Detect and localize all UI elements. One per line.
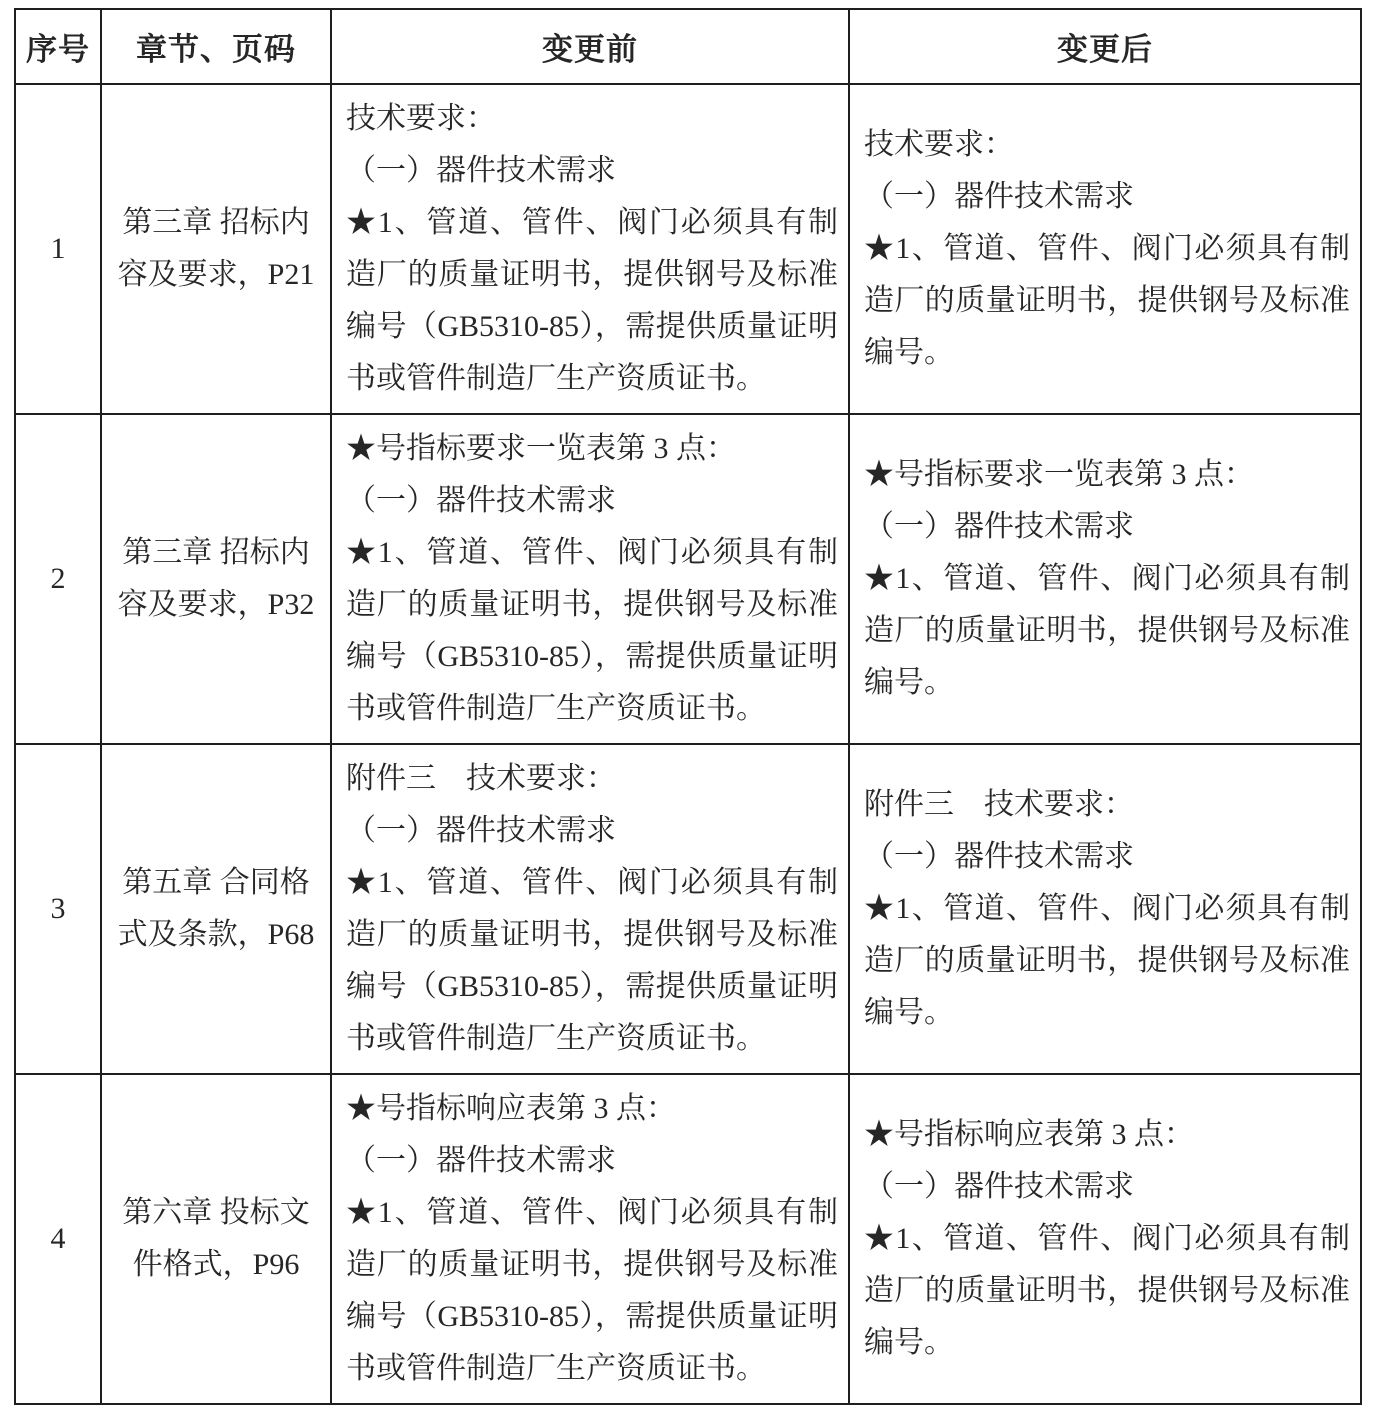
paragraph: ★号指标要求一览表第 3 点： [864,458,1254,491]
paragraph: （一）器件技术需求 [864,1170,1134,1203]
chapter-page: 第三章 招标内容及要求，P21 [101,84,331,414]
after-change-text [849,84,1361,414]
header-chapter-page: 章节、页码 [101,9,331,84]
paragraph: ★号指标响应表第 3 点： [864,1118,1194,1151]
paragraph: ★1、管道、管件、阀门必须具有制造厂的质量证明书，提供钢号及标准编号。 [864,232,1350,369]
paragraph: ★1、管道、管件、阀门必须具有制造厂的质量证明书，提供钢号及标准编号（GB5310-85），需提供质量证明书或管件制造厂生产资质证书。 [346,536,838,725]
after-change-text [849,744,1361,1074]
table-row [15,84,1361,414]
paragraph: 技术要求： [864,128,1014,161]
table-row [15,414,1361,744]
paragraph: （一）器件技术需求 [864,180,1134,213]
paragraph: （一）器件技术需求 [864,510,1134,543]
paragraph: ★号指标要求一览表第 3 点： [346,432,736,465]
serial-number: 3 [15,744,101,1074]
paragraph: （一）器件技术需求 [346,154,616,187]
paragraph: ★1、管道、管件、阀门必须具有制造厂的质量证明书，提供钢号及标准编号。 [864,1222,1350,1359]
serial-number: 4 [15,1074,101,1404]
paragraph: （一）器件技术需求 [864,840,1134,873]
paragraph: ★1、管道、管件、阀门必须具有制造厂的质量证明书，提供钢号及标准编号。 [864,892,1350,1029]
header-serial-number: 序号 [15,9,101,84]
before-change-text [331,744,849,1074]
before-change-text [331,84,849,414]
paragraph: ★1、管道、管件、阀门必须具有制造厂的质量证明书，提供钢号及标准编号（GB5310-85），需提供质量证明书或管件制造厂生产资质证书。 [346,206,838,395]
table-row [15,744,1361,1074]
header-before-change: 变更前 [331,9,849,84]
serial-number: 1 [15,84,101,414]
chapter-page: 第三章 招标内容及要求，P32 [101,414,331,744]
paragraph: 技术要求： [346,102,496,135]
header-after-change: 变更后 [849,9,1361,84]
paragraph: 附件三 技术要求： [346,762,616,795]
after-change-text [849,414,1361,744]
paragraph: 附件三 技术要求： [864,788,1134,821]
chapter-page: 第五章 合同格式及条款，P68 [101,744,331,1074]
serial-number: 2 [15,414,101,744]
paragraph: （一）器件技术需求 [346,1144,616,1177]
paragraph: ★1、管道、管件、阀门必须具有制造厂的质量证明书，提供钢号及标准编号（GB5310-85），需提供质量证明书或管件制造厂生产资质证书。 [346,1196,838,1385]
table-header-row [15,9,1361,84]
paragraph: ★1、管道、管件、阀门必须具有制造厂的质量证明书，提供钢号及标准编号（GB5310-85），需提供质量证明书或管件制造厂生产资质证书。 [346,866,838,1055]
paragraph: （一）器件技术需求 [346,814,616,847]
after-change-text [849,1074,1361,1404]
table-row [15,1074,1361,1404]
chapter-page: 第六章 投标文件格式，P96 [101,1074,331,1404]
change-comparison-table [14,8,1362,1405]
before-change-text [331,414,849,744]
paragraph: ★号指标响应表第 3 点： [346,1092,676,1125]
paragraph: ★1、管道、管件、阀门必须具有制造厂的质量证明书，提供钢号及标准编号。 [864,562,1350,699]
before-change-text [331,1074,849,1404]
paragraph: （一）器件技术需求 [346,484,616,517]
